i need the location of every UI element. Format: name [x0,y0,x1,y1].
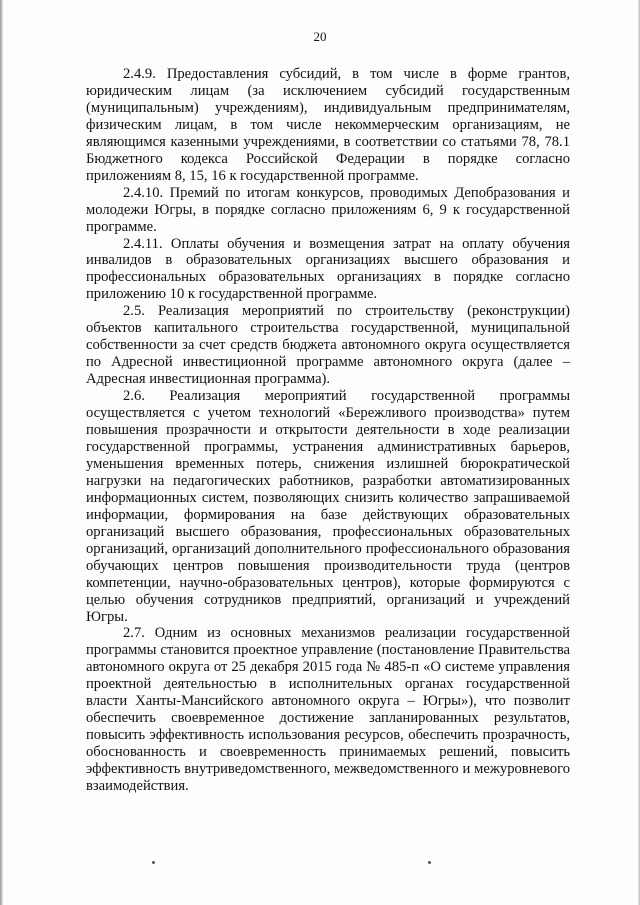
paragraph-2-4-9: 2.4.9. Предоставления субсидий, в том числе в форме грантов, юридическим лицам (за исключением субсидий государственным (муниципальным) учреждениям), индивидуальным предпринимателям, физическим лицам, в том числе некоммерческим организациям, не являющимся казенными учреждениями, в соответствии со статьями 78, 78.1 Бюджетного кодекса Российской Федерации в порядке согласно приложениям 8, 15, 16 к государственной программе. [86,66,570,184]
paragraph-2-4-10: 2.4.10. Премий по итогам конкурсов, проводимых Депобразования и молодежи Югры, в порядке согласно приложениям 6, 9 к государственной программе. [86,184,570,235]
page-number: 20 [313,29,327,44]
paragraph-2-5: 2.5. Реализация мероприятий по строительству (реконструкции) объектов капитального строительства государственной, муниципальной собственности за счет средств бюджета автономного округа осуществляется по Адресной инвестиционной программе автономного округа (далее – Адресная инвестиционная программа). [86,303,570,388]
document-body [86,66,570,795]
scan-speck [152,861,155,864]
paragraph-2-6: 2.6. Реализация мероприятий государственной программы осуществляется с учетом технологий «Бережливого производства» путем повышения прозрачности и открытости деятельности в ходе реализации государственной программы, устранения административных барьеров, уменьшения временных потерь, снижения излишней бюрократической нагрузки на педагогических работников, разработки автоматизированных информационных систем, позволяющих снизить количество запрашиваемой информации, формирования на базе действующих образовательных организаций высшего образования, профессиональных образовательных организаций, организаций дополнительного профессионального образования обучающих центров повышения производительности труда (центров компетенции, научно-образовательных центров), которые формируются с целью обучения сотрудников предприятий, организаций и учреждений Югры. [86,388,570,625]
scan-edge-left [0,0,3,905]
scan-speck [428,861,431,864]
paragraph-2-4-11: 2.4.11. Оплаты обучения и возмещения затрат на оплату обучения инвалидов в образовательных организациях высшего образования и профессиональных образовательных организациях в порядке согласно приложению 10 к государственной программе. [86,235,570,303]
paragraph-2-7: 2.7. Одним из основных механизмов реализации государственной программы становится проектное управление (постановление Правительства автономного округа от 25 декабря 2015 года № 485-п «О системе управления проектной деятельностью в исполнительных органах государственной власти Ханты-Мансийского автономного округа – Югры»), что позволит обеспечить своевременное достижение запланированных результатов, повысить эффективность использования ресурсов, обеспечить прозрачность, обоснованность и своевременность принимаемых решений, повысить эффективность внутриведомственного, межведомственного и межуровневого взаимодействия. [86,625,570,795]
